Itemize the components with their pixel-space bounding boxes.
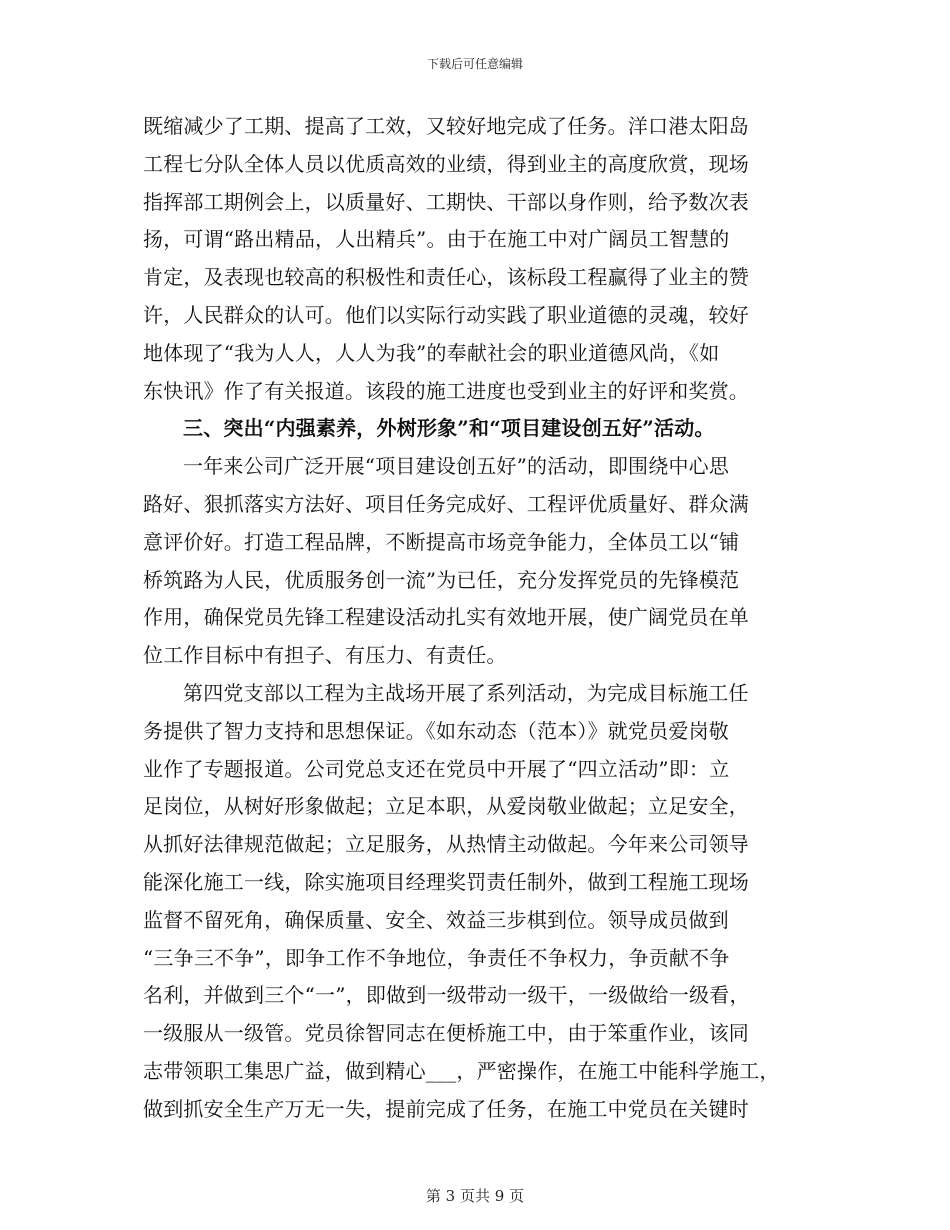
page-header: 下载后可任意编辑 <box>426 57 523 71</box>
text-line: 做到抓安全生产万无一失，提前完成了任务，在施工中党员在关键时 <box>143 1096 749 1121</box>
text-line: 一年来公司广泛开展“项目建设创五好”的活动，即围绕中心思 <box>183 454 730 479</box>
text-line: 名利，并做到三个“一”，即做到一级带动一级干，一级做给一级看， <box>143 983 750 1008</box>
text-line: 桥筑路为人民，优质服务创一流”为已任，充分发挥党员的先锋模范 <box>143 567 740 592</box>
text-line: 位工作目标中有担子、有压力、有责任。 <box>143 643 507 668</box>
text-line: 既缩减少了工期、提高了工效，又较好地完成了任务。洋口港太阳岛 <box>143 114 749 138</box>
text-line: 志带领职工集思广益，做到精心___，严密操作，在施工中能科学施工， <box>143 1058 780 1083</box>
document-body <box>143 108 811 1129</box>
text-line: 监督不留死角，确保质量、安全、效益三步棋到位。领导成员做到 <box>143 907 729 932</box>
text-line: 扬，可谓“路出精品，人出精兵”。由于在施工中对广阔员工智慧的 <box>143 227 730 252</box>
text-line: 许，人民群众的认可。他们以实际行动实践了职业道德的灵魂，较好 <box>143 302 749 327</box>
text-line: 从抓好法律规范做起；立足服务，从热情主动做起。今年来公司领导 <box>143 832 749 857</box>
text-line: 足岗位，从树好形象做起；立足本职，从爱岗敬业做起；立足安全， <box>143 794 749 819</box>
text-line: 路好、狠抓落实方法好、项目任务完成好、工程评优质量好、群众满 <box>143 491 749 516</box>
text-line: 工程七分队全体人员以优质高效的业绩，得到业主的高度欣赏，现场 <box>143 151 749 176</box>
section-heading: 三、突出“内强素养，外树形象”和“项目建设创五好”活动。 <box>183 416 715 441</box>
text-line: 肯定，及表现也较高的积极性和责任心，该标段工程赢得了业主的赞 <box>143 265 749 290</box>
text-line: 指挥部工期例会上，以质量好、工期快、干部以身作则，给予数次表 <box>143 189 749 214</box>
text-line: “三争三不争”，即争工作不争地位，争责任不争权力，争贡献不争 <box>143 945 730 970</box>
text-line: 东快讯》作了有关报道。该段的施工进度也受到业主的好评和奖赏。 <box>143 378 749 403</box>
text-line: 务提供了智力支持和思想保证。《如东动态（范本）》就党员爱岗敬 <box>143 718 729 743</box>
text-line: 一级服从一级管。党员徐智同志在便桥施工中，由于笨重作业，该同 <box>143 1021 749 1046</box>
text-line: 第四党支部以工程为主战场开展了系列活动，为完成目标施工任 <box>183 680 749 705</box>
text-line: 意评价好。打造工程品牌，不断提高市场竞争能力，全体员工以“铺 <box>143 529 740 554</box>
text-line: 地体现了“我为人人，人人为我”的奉献社会的职业道德风尚，《如 <box>143 340 720 365</box>
page-footer: 第 3 页共 9 页 <box>425 1187 525 1205</box>
text-line: 作用，确保党员先锋工程建设活动扎实有效地开展，使广阔党员在单 <box>143 605 749 630</box>
text-line: 业作了专题报道。公司党总支还在党员中开展了“四立活动”即：立 <box>143 756 730 781</box>
text-line: 能深化施工一线，除实施项目经理奖罚责任制外，做到工程施工现场 <box>143 869 749 894</box>
